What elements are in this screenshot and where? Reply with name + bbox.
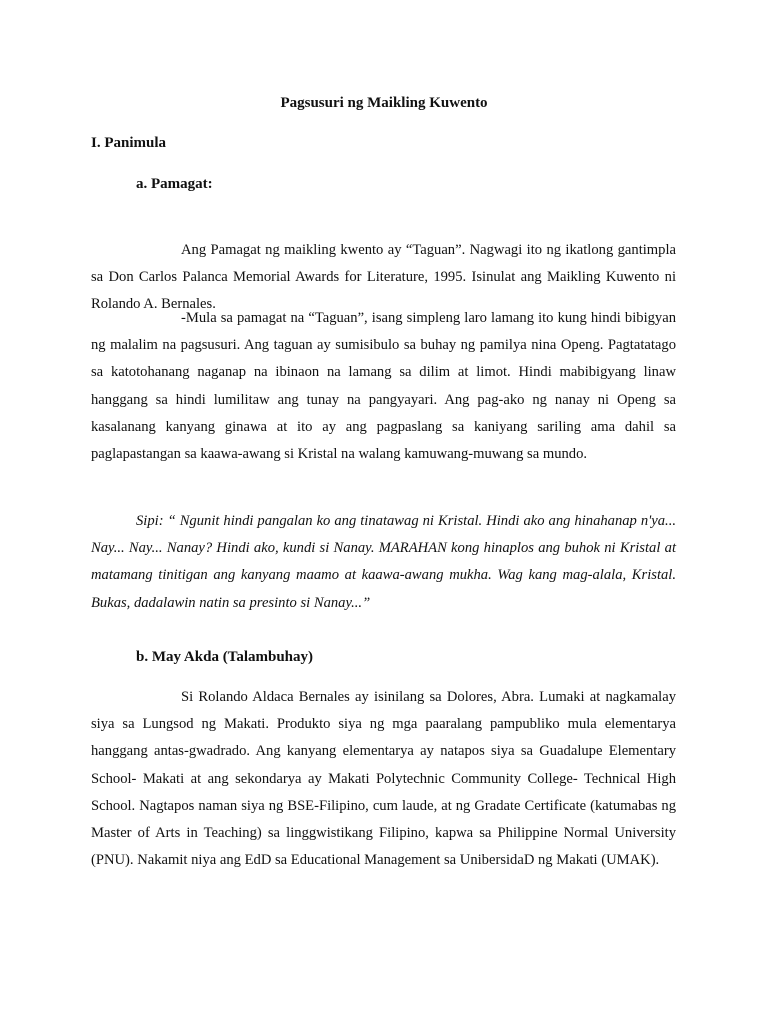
paragraph-pamagat: Ang Pamagat ng maikling kwento ay “Taguan”. Nagwagi ito ng ikatlong gantimpla sa Don Carlos Palanca Memorial Awards for Literature, 1995. Isinulat ang Maikling Kuwento ni Rolando A. Bernales. — [91, 242, 676, 313]
paragraph-pamagat-analysis: -Mula sa pamagat na “Taguan”, isang simpleng laro lamang ito kung hindi bibigyan ng malalim na pagsusuri. Ang taguan ay sumisibulo sa buhay ng pamilya nina Openg. Pagtatatago sa katotohanang naganap na ibinaon na lamang sa dilim at limot. Hindi mabibigyang linaw hanggang sa hindi lumilitaw ang tunay na pangyayari. Ang pag-ako ng nanay ni Openg sa kasalanang kanyang ginawa at ito ay ang pagpaslang sa kaniyang sariling ama dahil sa paglapastangan sa kaawa-awang si Kristal na walang kamuwang-muwang sa mundo. — [91, 310, 676, 463]
subsection-heading-may-akda: b. May Akda (Talambuhay) — [136, 649, 313, 665]
paragraph-talambuhay: Si Rolando Aldaca Bernales ay isinilang sa Dolores, Abra. Lumaki at nagkamalay siya sa Lungsod ng Makati. Produkto siya ng mga paaralang pampubliko mula elementarya hanggang antas-gwadrado. Ang kanyang elementarya ay natapos siya sa Guadalupe Elementary School- Makati at ang sekondarya ay Makati Polytechnic Community College- Technical High School. Nagtapos naman siya ng BSE-Filipino, cum laude, at ng Gradate Certificate (katumabas ng Master of Arts in Teaching) sa linggwistikang Filipino, kapwa sa Philippine Normal University (PNU). Nakamit niya ang EdD sa Educational Management sa UnibersidaD ng Makati (UMAK). — [91, 689, 676, 869]
document-title: Pagsusuri ng Maikling Kuwento — [280, 95, 488, 111]
section-heading-panimula: I. Panimula — [91, 135, 167, 151]
quote-sipi: Sipi: “ Ngunit hindi pangalan ko ang tinatawag ni Kristal. Hindi ako ang hinahanap n'ya... Nay... Nay... Nanay? Hindi ako, kundi si Nanay. MARAHAN kong hinaplos ang buhok ni Kristal at matamang tinitigan ang kanyang maamo at kaawa-awang mukha. Wag kang mag-alala, Kristal. Bukas, dadalawin natin sa presinto si Nanay...” — [91, 513, 676, 611]
subsection-heading-pamagat: a. Pamagat: — [136, 176, 213, 192]
